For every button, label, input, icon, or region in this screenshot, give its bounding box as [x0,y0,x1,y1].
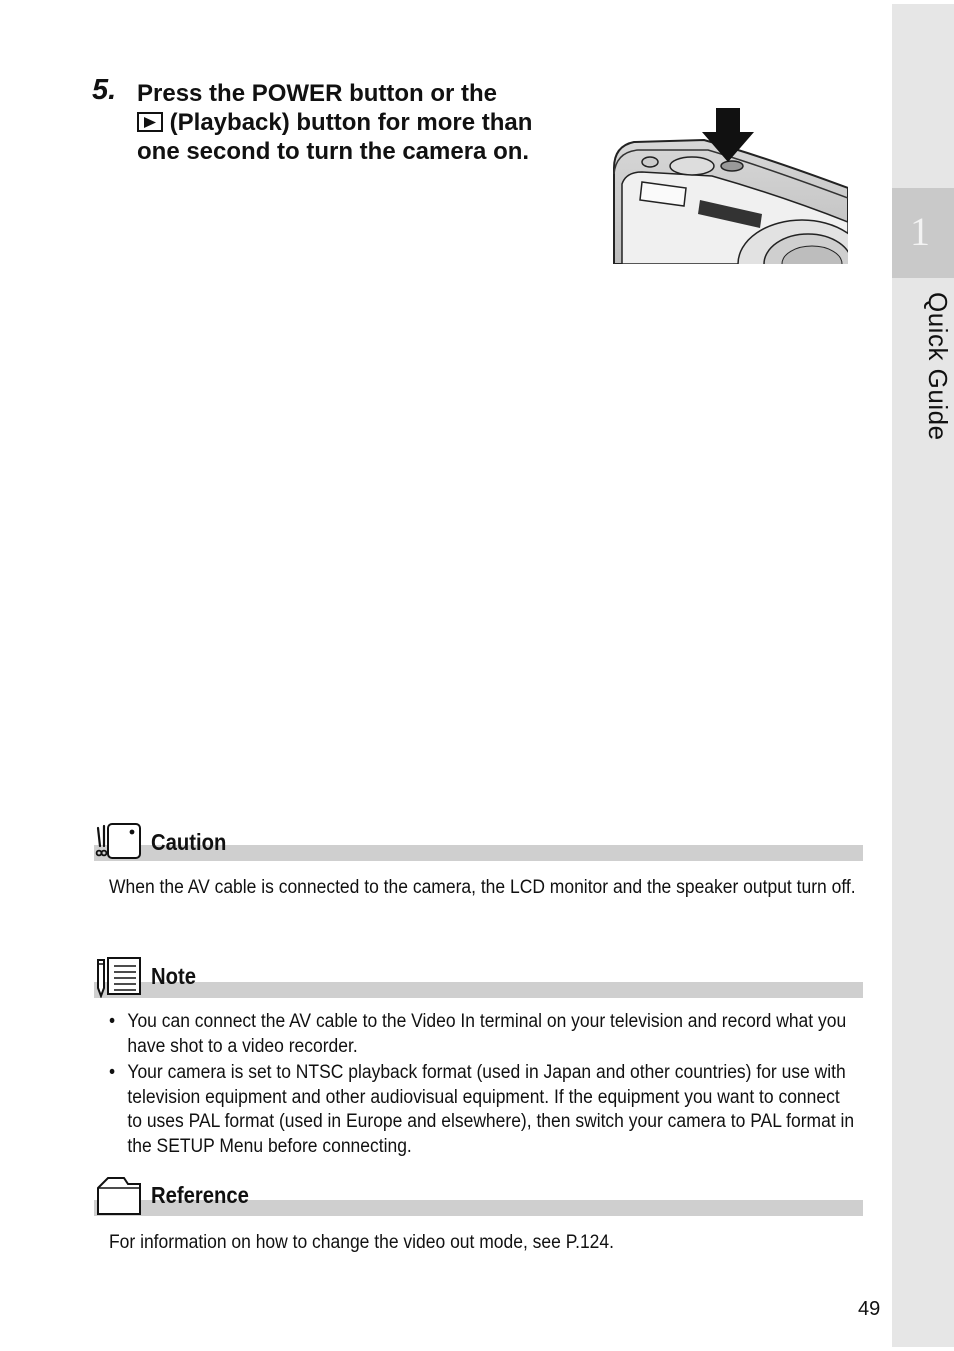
caution-title: Caution [151,829,227,855]
step-text-start: Press the POWER button or the [137,80,498,107]
page-number: 49 [858,1298,881,1320]
playback-icon [137,112,163,132]
camera-power-illustration [612,104,848,264]
list-item [109,1010,854,1059]
list-bullet: • [109,1011,116,1032]
step-number: 5. [92,74,117,106]
caution-text: When the AV cable is connected to the camera, the LCD monitor and the speaker output turn off. [109,877,856,898]
step-instruction [137,79,557,166]
note-header-bar [94,982,863,998]
list-item-text: You can connect the AV cable to the Video In terminal on your television and record what you have shot to a video recorder. [127,1011,847,1057]
chapter-number: 1 [910,209,930,254]
reference-title: Reference [151,1182,249,1208]
step-text-end: (Playback) button for more than one second to turn the camera on. [137,109,533,165]
list-bullet: • [109,1062,116,1083]
note-title: Note [151,963,196,989]
reference-icon [94,1174,146,1218]
note-list [109,1010,854,1161]
note-icon [92,956,146,998]
chapter-label: Quick Guide [923,292,953,441]
reference-text: For information on how to change the video out mode, see P.124. [109,1232,614,1253]
list-item-text: Your camera is set to NTSC playback format (used in Japan and other countries) for use with television equipment and other audiovisual equipment. If the equipment you want to connect to uses PAL format (used in Europe and elsewhere), then switch your camera to PAL format in the SETUP Menu before connecting. [127,1062,855,1157]
list-item [109,1061,854,1159]
caution-icon [94,822,144,862]
